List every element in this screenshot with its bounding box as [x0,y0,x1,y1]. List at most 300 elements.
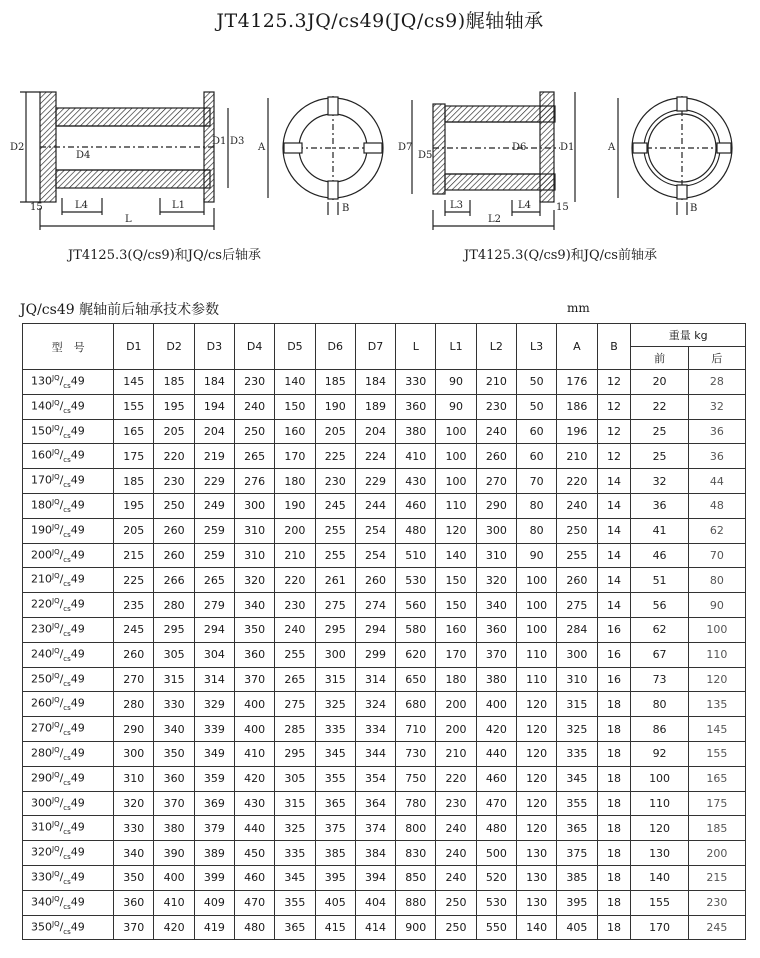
label-D7: D7 [398,142,413,153]
header-model: 型 号 [23,324,114,370]
table-cell: 186 [557,394,597,419]
table-cell: 70 [688,543,745,568]
table-row [23,394,746,419]
table-cell: 190 [315,394,355,419]
table-cell: 120 [516,692,556,717]
table-cell: 300 [235,493,275,518]
table-cell: 229 [355,469,395,494]
table-cell: 250 [154,493,194,518]
table-cell: 14 [597,593,631,618]
table-cell: 240 [476,419,516,444]
table-cell: 334 [355,717,395,742]
table-cell: 335 [315,717,355,742]
table-cell: 470 [235,890,275,915]
table-cell: 369 [194,791,234,816]
table-row [23,419,746,444]
table-cell: 80 [516,518,556,543]
table-cell: 324 [355,692,395,717]
table-cell: 255 [315,543,355,568]
table-row [23,518,746,543]
table-cell: 120 [688,667,745,692]
table-row [23,766,746,791]
table-cell: 48 [688,493,745,518]
table-cell: 315 [315,667,355,692]
table-cell: 380 [154,816,194,841]
table-cell: 200 [688,841,745,866]
table-cell: 395 [315,865,355,890]
header-weight-front: 前 [631,347,688,370]
table-cell: 299 [355,642,395,667]
model-cell: $180^{JQ}/_{cs}49$ [23,493,114,518]
table-row [23,915,746,940]
table-cell: 360 [114,890,154,915]
table-cell: 325 [315,692,355,717]
table-cell: 18 [597,766,631,791]
model-cell: $160^{JQ}/_{cs}49$ [23,444,114,469]
table-cell: 18 [597,915,631,940]
table-cell: 36 [688,419,745,444]
label-D3: D3 [230,136,245,147]
table-cell: 210 [557,444,597,469]
table-cell: 110 [436,493,476,518]
table-cell: 300 [114,741,154,766]
table-cell: 350 [235,617,275,642]
rear-bearing-caption: JT4125.3(Q/cs9)和JQ/cs后轴承 [68,248,261,263]
table-cell: 310 [235,543,275,568]
table-cell: 250 [436,915,476,940]
table-cell: 355 [275,890,315,915]
label-A-front: A [608,142,616,153]
header-col: D4 [235,324,275,370]
table-cell: 196 [557,419,597,444]
table-cell: 16 [597,617,631,642]
table-row [23,841,746,866]
table-cell: 255 [275,642,315,667]
table-cell: 194 [194,394,234,419]
table-cell: 44 [688,469,745,494]
table-cell: 184 [355,370,395,395]
header-col: D5 [275,324,315,370]
table-cell: 100 [516,617,556,642]
table-cell: 175 [114,444,154,469]
table-cell: 18 [597,890,631,915]
table-cell: 230 [235,370,275,395]
table-cell: 18 [597,791,631,816]
table-cell: 560 [396,593,436,618]
table-cell: 184 [194,370,234,395]
table-row [23,617,746,642]
table-cell: 335 [275,841,315,866]
header-col: A [557,324,597,370]
model-cell: $340^{JQ}/_{cs}49$ [23,890,114,915]
table-cell: 254 [355,543,395,568]
table-cell: 270 [114,667,154,692]
table-cell: 245 [688,915,745,940]
table-cell: 80 [631,692,688,717]
table-cell: 110 [516,642,556,667]
table-cell: 219 [194,444,234,469]
table-cell: 100 [631,766,688,791]
table-cell: 530 [396,568,436,593]
table-cell: 260 [154,518,194,543]
table-cell: 375 [557,841,597,866]
table-cell: 314 [355,667,395,692]
table-cell: 375 [315,816,355,841]
table-cell: 420 [154,915,194,940]
table-cell: 145 [688,717,745,742]
table-cell: 265 [275,667,315,692]
table-cell: 410 [396,444,436,469]
model-cell: $260^{JQ}/_{cs}49$ [23,692,114,717]
table-cell: 340 [114,841,154,866]
table-cell: 32 [688,394,745,419]
table-cell: 205 [154,419,194,444]
table-cell: 320 [114,791,154,816]
table-cell: 295 [275,741,315,766]
table-cell: 710 [396,717,436,742]
table-cell: 14 [597,493,631,518]
table-cell: 290 [476,493,516,518]
table-cell: 225 [114,568,154,593]
model-cell: $300^{JQ}/_{cs}49$ [23,791,114,816]
label-L2: L2 [488,214,502,225]
model-cell: $230^{JQ}/_{cs}49$ [23,617,114,642]
table-cell: 120 [516,816,556,841]
label-L3: L3 [450,200,464,211]
table-cell: 414 [355,915,395,940]
table-cell: 100 [516,593,556,618]
table-cell: 345 [275,865,315,890]
table-cell: 410 [154,890,194,915]
table-cell: 320 [235,568,275,593]
table-cell: 73 [631,667,688,692]
label-D1: D1 [212,136,227,147]
table-cell: 750 [396,766,436,791]
table-cell: 150 [436,593,476,618]
table-cell: 220 [154,444,194,469]
table-cell: 140 [516,915,556,940]
table-cell: 295 [154,617,194,642]
table-cell: 100 [436,444,476,469]
table-cell: 304 [194,642,234,667]
table-cell: 245 [315,493,355,518]
table-cell: 394 [355,865,395,890]
table-cell: 41 [631,518,688,543]
front-bearing-section [412,92,575,230]
table-cell: 730 [396,741,436,766]
table-cell: 140 [631,865,688,890]
page-title: JT4125.3JQ/cs49(JQ/cs9)艉轴轴承 [216,10,544,32]
table-cell: 460 [396,493,436,518]
table-cell: 250 [235,419,275,444]
table-row [23,667,746,692]
table-cell: 380 [476,667,516,692]
header-col: L1 [436,324,476,370]
header-col: D1 [114,324,154,370]
table-cell: 530 [476,890,516,915]
table-cell: 25 [631,444,688,469]
table-cell: 120 [516,766,556,791]
header-col: B [597,324,631,370]
table-cell: 295 [315,617,355,642]
table-cell: 244 [355,493,395,518]
table-cell: 350 [154,741,194,766]
table-row [23,791,746,816]
table-cell: 260 [355,568,395,593]
table-cell: 830 [396,841,436,866]
table-cell: 266 [154,568,194,593]
header-col: L2 [476,324,516,370]
table-cell: 220 [275,568,315,593]
header-weight-rear: 后 [688,347,745,370]
table-cell: 510 [396,543,436,568]
table-cell: 185 [114,469,154,494]
table-cell: 280 [114,692,154,717]
model-cell: $250^{JQ}/_{cs}49$ [23,667,114,692]
table-cell: 370 [114,915,154,940]
table-cell: 255 [315,518,355,543]
table-cell: 480 [476,816,516,841]
table-cell: 140 [275,370,315,395]
table-cell: 520 [476,865,516,890]
label-A: A [258,142,266,153]
table-cell: 80 [688,568,745,593]
table-cell: 259 [194,518,234,543]
table-cell: 100 [516,568,556,593]
table-cell: 60 [516,419,556,444]
table-cell: 419 [194,915,234,940]
table-cell: 344 [355,741,395,766]
table-cell: 185 [688,816,745,841]
table-cell: 405 [315,890,355,915]
label-D6: D6 [512,142,527,153]
table-cell: 349 [194,741,234,766]
table-cell: 345 [315,741,355,766]
table-cell: 195 [114,493,154,518]
table-cell: 240 [557,493,597,518]
table-cell: 260 [557,568,597,593]
model-cell: $320^{JQ}/_{cs}49$ [23,841,114,866]
table-cell: 67 [631,642,688,667]
table-cell: 160 [275,419,315,444]
label-B: B [342,203,350,214]
table-row [23,816,746,841]
header-col: L [396,324,436,370]
table-cell: 300 [476,518,516,543]
header-col: D6 [315,324,355,370]
table-cell: 230 [275,593,315,618]
table-cell: 315 [154,667,194,692]
table-cell: 20 [631,370,688,395]
table-row [23,890,746,915]
table-cell: 355 [557,791,597,816]
label-15: 15 [30,202,43,213]
table-cell: 450 [235,841,275,866]
table-cell: 240 [436,841,476,866]
section-title: JQ/cs49 艉轴前后轴承技术参数 [20,302,220,318]
table-cell: 240 [436,865,476,890]
model-cell: $240^{JQ}/_{cs}49$ [23,642,114,667]
table-cell: 440 [235,816,275,841]
table-cell: 220 [436,766,476,791]
table-cell: 120 [516,741,556,766]
table-cell: 50 [516,394,556,419]
label-L: L [125,214,132,225]
table-cell: 275 [557,593,597,618]
table-cell: 215 [114,543,154,568]
label-D4: D4 [76,150,91,161]
table-cell: 130 [516,841,556,866]
table-cell: 320 [476,568,516,593]
model-cell: $290^{JQ}/_{cs}49$ [23,766,114,791]
table-cell: 165 [114,419,154,444]
table-cell: 180 [436,667,476,692]
header-weight: 重量 kg [631,324,746,347]
table-cell: 339 [194,717,234,742]
table-cell: 90 [516,543,556,568]
table-cell: 400 [235,717,275,742]
table-cell: 680 [396,692,436,717]
table-cell: 204 [194,419,234,444]
label-D1-front: D1 [560,142,575,153]
table-cell: 90 [436,394,476,419]
table-cell: 155 [114,394,154,419]
table-cell: 275 [275,692,315,717]
table-row [23,642,746,667]
table-cell: 350 [114,865,154,890]
table-cell: 12 [597,419,631,444]
model-cell: $310^{JQ}/_{cs}49$ [23,816,114,841]
table-cell: 330 [114,816,154,841]
table-cell: 230 [476,394,516,419]
table-cell: 384 [355,841,395,866]
table-cell: 305 [154,642,194,667]
table-cell: 365 [275,915,315,940]
table-cell: 92 [631,741,688,766]
table-cell: 200 [436,717,476,742]
table-cell: 370 [235,667,275,692]
table-cell: 360 [396,394,436,419]
model-cell: $280^{JQ}/_{cs}49$ [23,741,114,766]
table-cell: 265 [235,444,275,469]
table-row [23,741,746,766]
table-cell: 284 [557,617,597,642]
table-cell: 325 [275,816,315,841]
table-cell: 780 [396,791,436,816]
table-cell: 240 [235,394,275,419]
table-cell: 265 [194,568,234,593]
table-cell: 270 [476,469,516,494]
table-cell: 364 [355,791,395,816]
table-cell: 36 [688,444,745,469]
model-cell: $190^{JQ}/_{cs}49$ [23,518,114,543]
table-cell: 285 [275,717,315,742]
table-cell: 210 [476,370,516,395]
rear-bearing-section [20,92,228,230]
table-cell: 440 [476,741,516,766]
table-cell: 294 [355,617,395,642]
table-cell: 315 [275,791,315,816]
table-cell: 315 [557,692,597,717]
table-row [23,543,746,568]
table-cell: 90 [436,370,476,395]
spec-table [22,323,746,940]
table-cell: 110 [631,791,688,816]
table-cell: 14 [597,469,631,494]
table-cell: 195 [154,394,194,419]
table-cell: 100 [688,617,745,642]
table-cell: 365 [315,791,355,816]
table-cell: 254 [355,518,395,543]
label-B-front: B [690,203,698,214]
table-cell: 310 [557,667,597,692]
table-cell: 330 [154,692,194,717]
unit-label: mm [567,301,590,315]
table-cell: 259 [194,543,234,568]
table-cell: 279 [194,593,234,618]
table-cell: 379 [194,816,234,841]
table-cell: 460 [235,865,275,890]
table-cell: 190 [275,493,315,518]
bearing-drawings [0,70,760,270]
model-cell: $220^{JQ}/_{cs}49$ [23,593,114,618]
table-cell: 385 [315,841,355,866]
table-row [23,593,746,618]
table-cell: 180 [275,469,315,494]
table-cell: 245 [114,617,154,642]
table-cell: 850 [396,865,436,890]
table-cell: 50 [516,370,556,395]
table-cell: 230 [154,469,194,494]
table-row [23,717,746,742]
table-cell: 120 [436,518,476,543]
table-cell: 110 [688,642,745,667]
front-bearing-end-view [618,96,732,215]
table-cell: 224 [355,444,395,469]
table-cell: 274 [355,593,395,618]
model-cell: $200^{JQ}/_{cs}49$ [23,543,114,568]
table-cell: 189 [355,394,395,419]
table-cell: 420 [235,766,275,791]
table-cell: 250 [436,890,476,915]
label-D5: D5 [418,150,433,161]
table-cell: 880 [396,890,436,915]
table-cell: 460 [476,766,516,791]
table-cell: 90 [688,593,745,618]
table-cell: 240 [275,617,315,642]
model-cell: $170^{JQ}/_{cs}49$ [23,469,114,494]
table-cell: 100 [436,419,476,444]
table-cell: 354 [355,766,395,791]
table-cell: 62 [631,617,688,642]
table-cell: 28 [688,370,745,395]
table-cell: 335 [557,741,597,766]
table-cell: 415 [315,915,355,940]
table-cell: 400 [476,692,516,717]
table-cell: 620 [396,642,436,667]
table-row [23,568,746,593]
table-cell: 56 [631,593,688,618]
table-cell: 290 [114,717,154,742]
table-cell: 160 [436,617,476,642]
table-cell: 170 [436,642,476,667]
table-cell: 255 [557,543,597,568]
table-cell: 410 [235,741,275,766]
table-cell: 230 [436,791,476,816]
table-cell: 22 [631,394,688,419]
table-cell: 130 [516,890,556,915]
table-cell: 150 [275,394,315,419]
